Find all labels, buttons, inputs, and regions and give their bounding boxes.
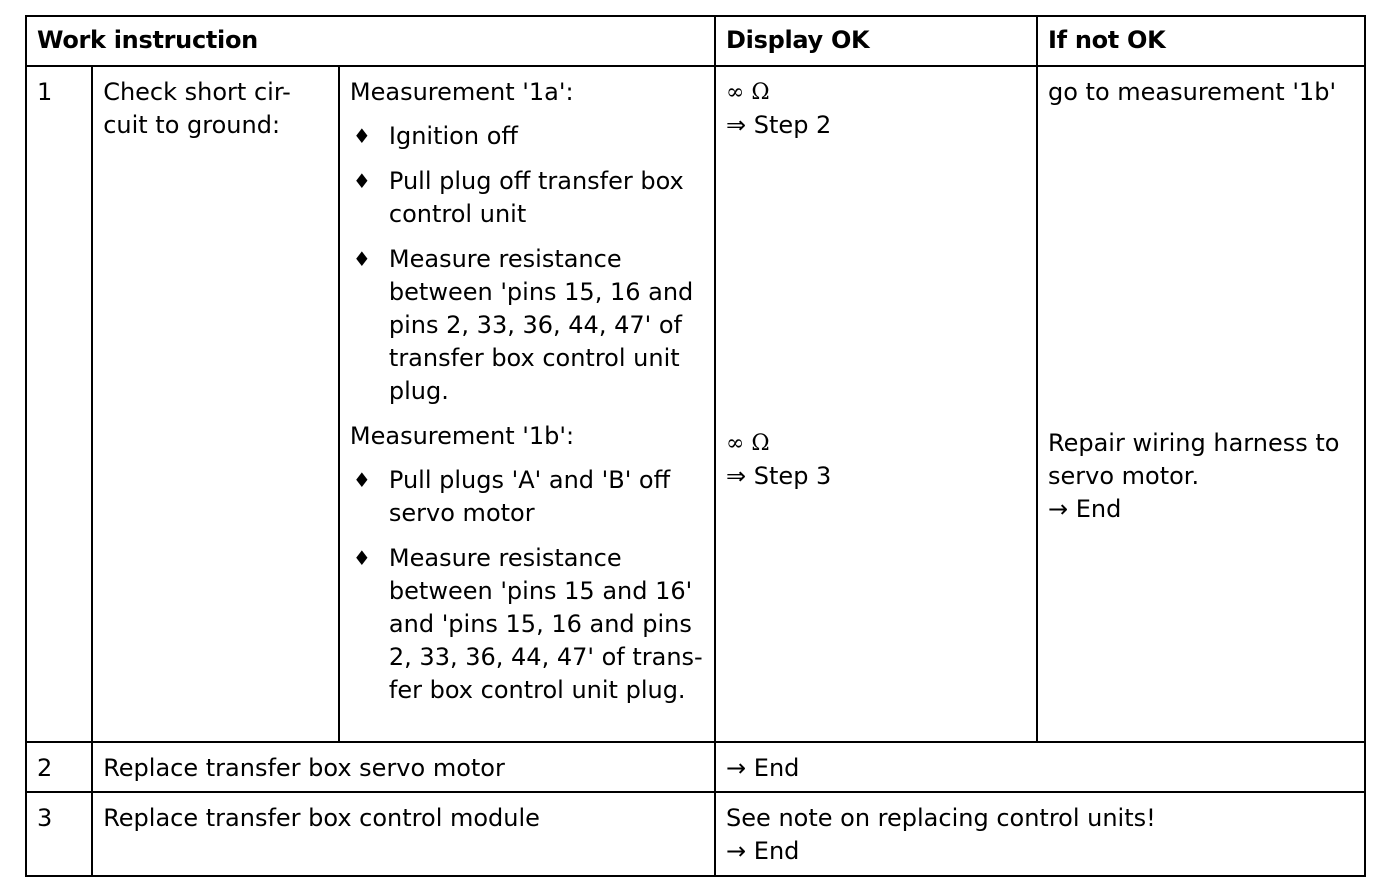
measurement-1b-heading: Measurement '1b': [349,422,575,450]
next-step-link: ⇒ Step 3 [726,462,832,490]
header-row [26,16,1365,66]
next-step-link: ⇒ Step 2 [726,111,832,139]
instruction-cell: Replace transfer box control module [92,792,715,876]
if-not-ok-1b-text: Repair wiring harness to servo motor. [1048,429,1340,490]
infinity-ohm-value: ∞ Ω [726,431,770,456]
end-link: → End [726,837,800,865]
table-row-step-2 [26,742,1365,792]
list-item: ♦ Ignition off [350,120,705,153]
bullet-icon: ♦ [352,468,371,492]
result-cell [715,792,1365,876]
measurement-1a-steps [350,120,705,408]
display-ok-cell [715,66,1037,742]
bullet-icon: ♦ [352,546,371,570]
header-if-not-ok: If not OK [1037,16,1365,66]
step-title-line: cuit to ground: [103,111,281,139]
if-not-ok-1a-text: go to measurement '1b' [1048,78,1337,106]
measurement-instructions-cell [339,66,715,742]
bullet-icon: ♦ [352,247,371,271]
list-item: ♦ Measure resistance between 'pins 15, 16 and pins 2, 33, 36, 44, 47' of transfer box control unit plug. [352,245,694,405]
result-note-text: See note on replacing control units! [726,804,1156,832]
table-row-step-1 [26,66,1365,742]
list-item: ♦ Pull plugs 'A' and 'B' off servo motor [352,466,671,527]
work-instruction-table [25,15,1366,877]
measurement-1b-steps [350,464,705,707]
result-cell: → End [715,742,1365,792]
header-work-instruction: Work instruction [26,16,715,66]
step-number-cell: 1 [26,66,92,742]
table-row-step-3 [26,792,1365,876]
step-number-cell: 2 [26,742,92,792]
end-link: → End [1048,495,1122,523]
bullet-icon: ♦ [352,169,371,193]
step-number-cell: 3 [26,792,92,876]
step-title-cell [92,66,339,742]
bullet-icon: ♦ [352,124,371,148]
if-not-ok-cell [1037,66,1365,742]
list-item: ♦ Measure resistance between 'pins 15 and 16' and 'pins 15, 16 and pins 2, 33, 36, 44, 47' of trans-fer box control unit plug. [352,544,703,704]
list-item: ♦ Pull plug off transfer box control unit [352,167,684,228]
instruction-cell: Replace transfer box servo motor [92,742,715,792]
infinity-ohm-value: ∞ Ω [726,80,770,105]
measurement-1a-heading: Measurement '1a': [349,78,574,106]
header-display-ok: Display OK [715,16,1037,66]
step-title-line: Check short cir- [103,78,291,106]
